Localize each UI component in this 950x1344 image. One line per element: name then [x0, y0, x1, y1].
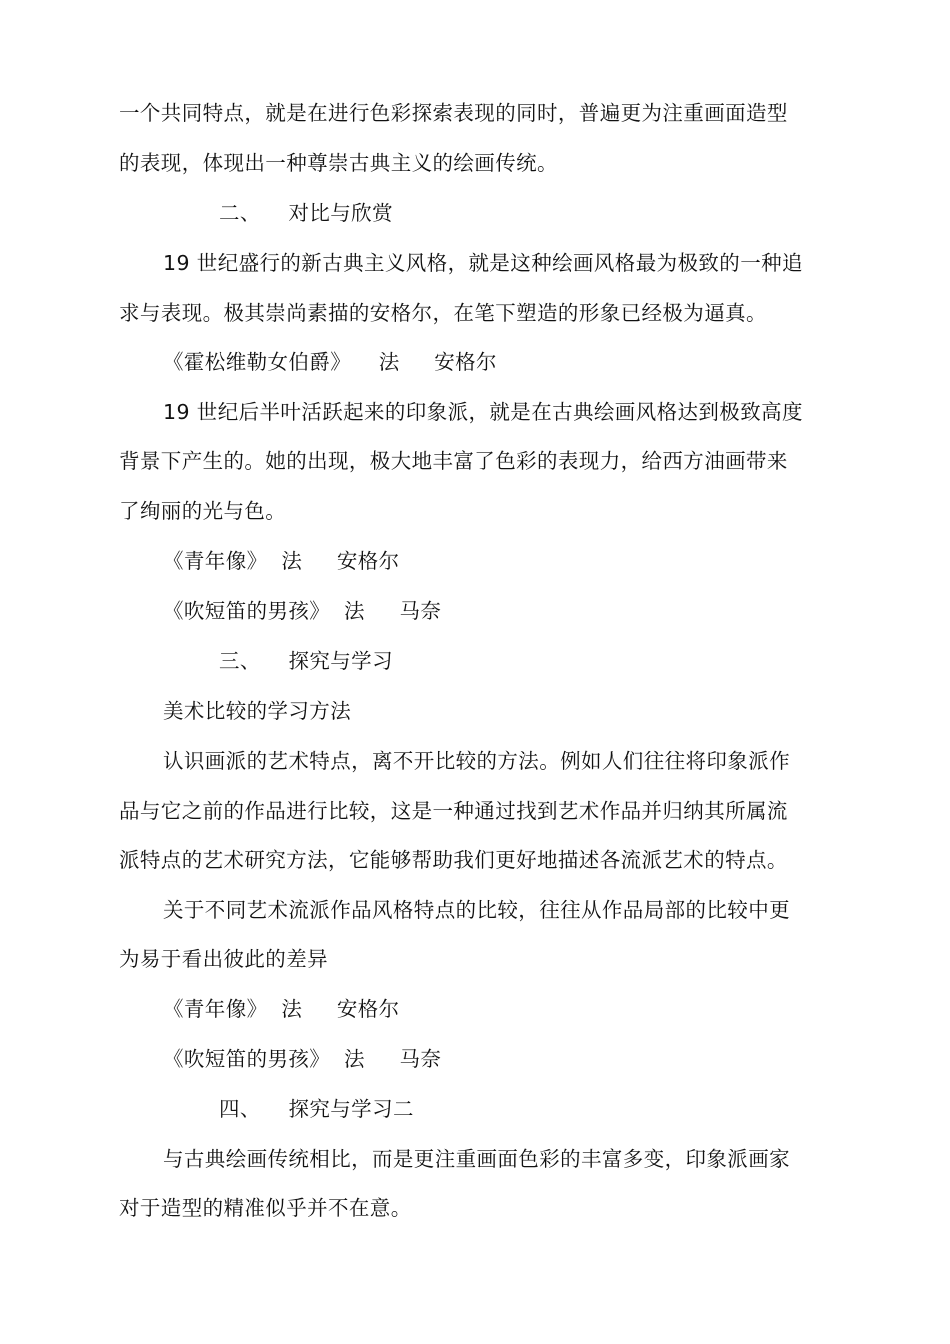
paragraph-line: 19 世纪后半叶活跃起来的印象派，就是在古典绘画风格达到极致高度 [163, 400, 803, 424]
paragraph-line: 一个共同特点，就是在进行色彩探索表现的同时，普遍更为注重画面造型 [119, 101, 788, 125]
paragraph-line: 对于造型的精准似乎并不在意。 [119, 1196, 412, 1220]
artwork-caption: 《吹短笛的男孩》 法 马奈 [163, 599, 442, 623]
artwork-caption: 《吹短笛的男孩》 法 马奈 [163, 1047, 442, 1071]
artwork-caption: 《青年像》 法 安格尔 [163, 997, 400, 1021]
paragraph-line: 背景下产生的。她的出现，极大地丰富了色彩的表现力，给西方油画带来 [119, 449, 788, 473]
artwork-caption: 《霍松维勒女伯爵》 法 安格尔 [163, 350, 497, 374]
section-heading: 二、 对比与欣赏 [219, 201, 393, 225]
artwork-caption: 《青年像》 法 安格尔 [163, 549, 400, 573]
paragraph-line: 19 世纪盛行的新古典主义风格，就是这种绘画风格最为极致的一种追 [163, 251, 803, 275]
paragraph-line: 求与表现。极其崇尚素描的安格尔，在笔下塑造的形象已经极为逼真。 [119, 301, 767, 325]
paragraph-line: 关于不同艺术流派作品风格特点的比较，往往从作品局部的比较中更 [163, 898, 790, 922]
section-heading: 四、 探究与学习二 [219, 1097, 414, 1121]
paragraph-line: 了绚丽的光与色。 [119, 499, 287, 523]
paragraph-line: 为易于看出彼此的差异 [119, 947, 328, 971]
paragraph-line: 的表现，体现出一种尊崇古典主义的绘画传统。 [119, 151, 558, 175]
subheading: 美术比较的学习方法 [163, 699, 352, 723]
paragraph-line: 认识画派的艺术特点，离不开比较的方法。例如人们往往将印象派作 [163, 749, 790, 773]
section-heading: 三、 探究与学习 [219, 649, 393, 673]
paragraph-line: 派特点的艺术研究方法，它能够帮助我们更好地描述各流派艺术的特点。 [119, 848, 788, 872]
paragraph-line: 与古典绘画传统相比，而是更注重画面色彩的丰富多变，印象派画家 [163, 1147, 790, 1171]
paragraph-line: 品与它之前的作品进行比较，这是一种通过找到艺术作品并归纳其所属流 [119, 799, 788, 823]
